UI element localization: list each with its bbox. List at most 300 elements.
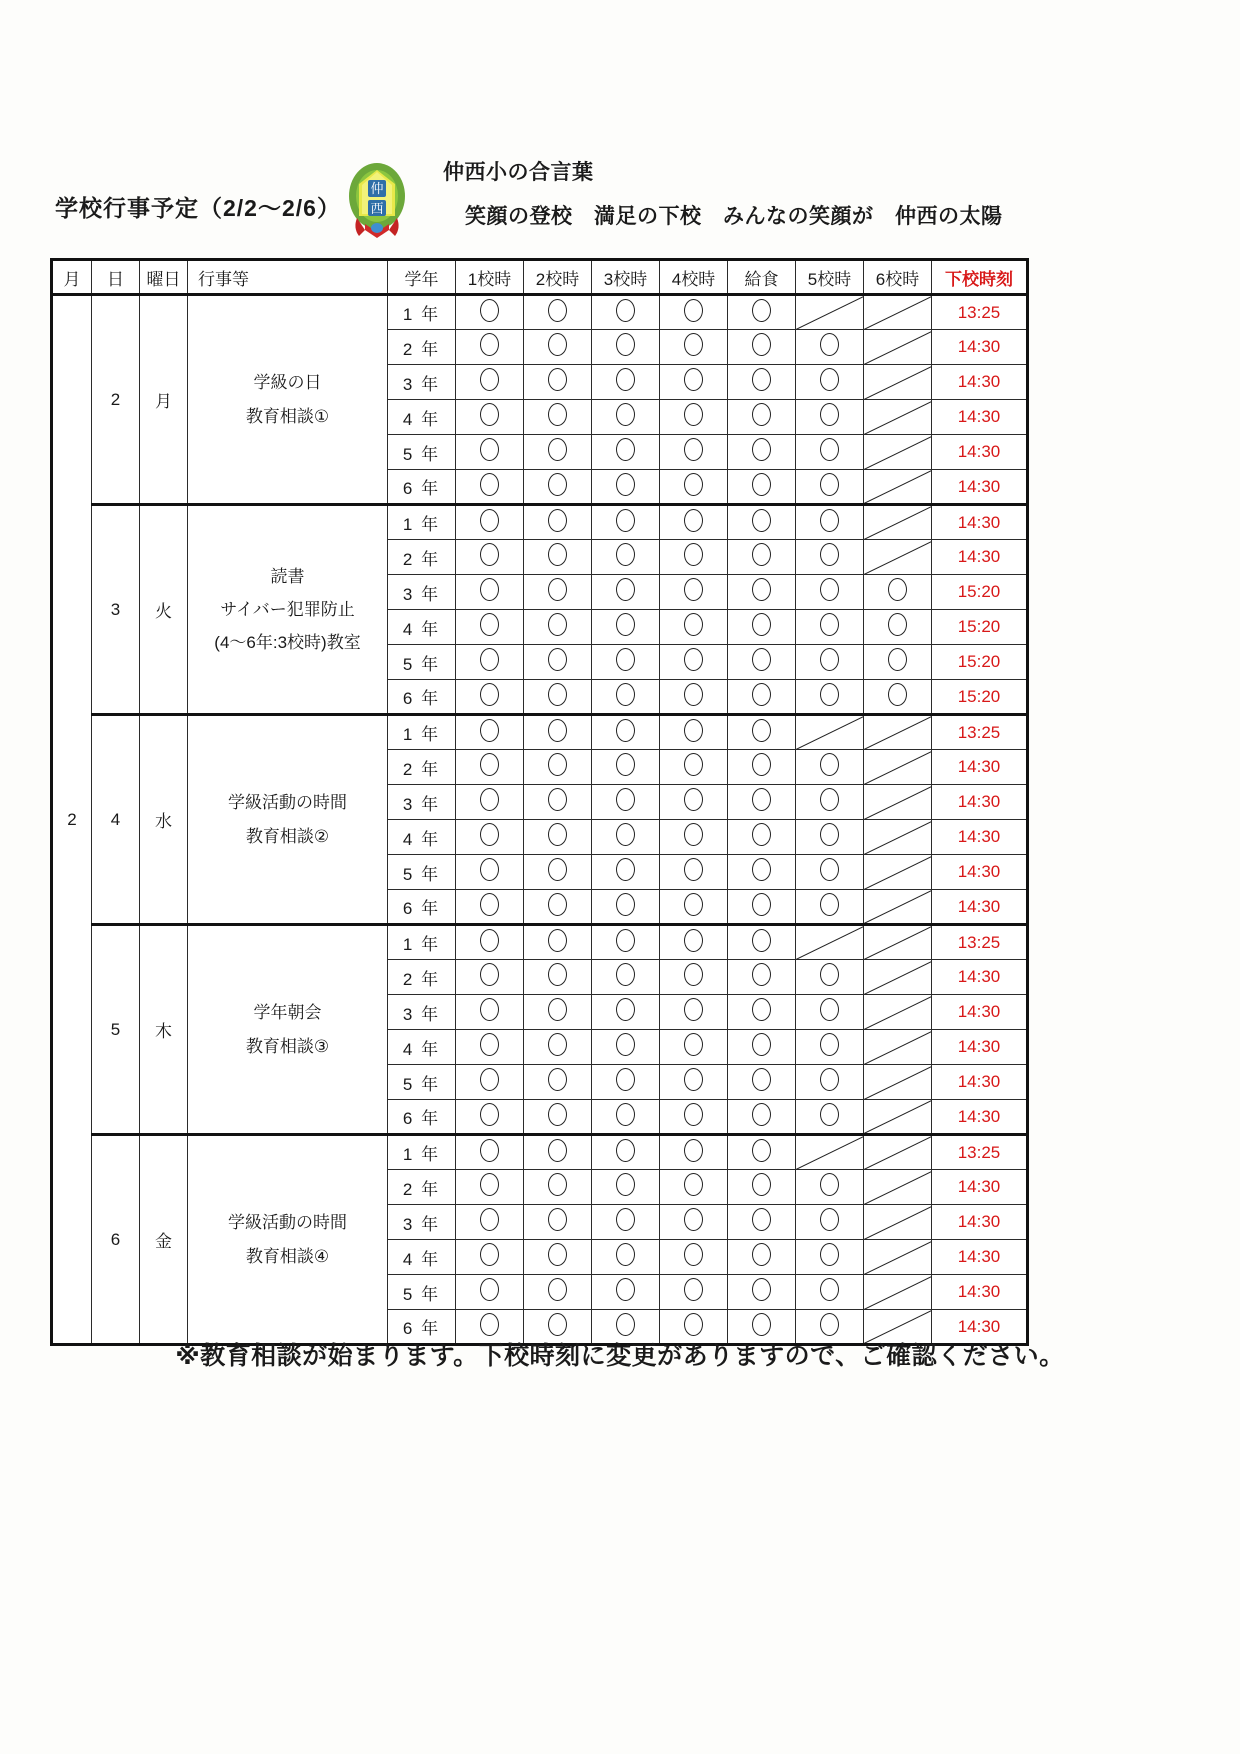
school-motto [443, 156, 1003, 230]
cell-lunch [728, 1135, 796, 1170]
circle-mark-icon [548, 683, 567, 706]
circle-mark-icon [684, 1208, 703, 1231]
cell-period-4 [660, 925, 728, 960]
cell-lunch [728, 1065, 796, 1100]
circle-mark-icon [752, 438, 771, 461]
cell-lunch [728, 575, 796, 610]
cell-period-1 [456, 1100, 524, 1135]
dismissal-time-cell: 15:20 [932, 680, 1028, 715]
day-cell: 5 [92, 925, 140, 1135]
grade-cell: 5 年 [388, 1065, 456, 1100]
cell-period-3 [592, 295, 660, 330]
grade-cell: 4 年 [388, 610, 456, 645]
circle-mark-icon [684, 1139, 703, 1162]
circle-mark-icon [684, 858, 703, 881]
circle-mark-icon [752, 333, 771, 356]
circle-mark-icon [752, 403, 771, 426]
circle-mark-icon [820, 998, 839, 1021]
circle-mark-icon [684, 1313, 703, 1336]
circle-mark-icon [820, 1033, 839, 1056]
cell-period-6-none [864, 820, 932, 855]
cell-period-4 [660, 610, 728, 645]
circle-mark-icon [820, 509, 839, 532]
dismissal-time-cell: 14:30 [932, 855, 1028, 890]
cell-period-4 [660, 785, 728, 820]
circle-mark-icon [548, 1313, 567, 1336]
circle-mark-icon [684, 753, 703, 776]
dismissal-time-cell: 14:30 [932, 995, 1028, 1030]
cell-lunch [728, 645, 796, 680]
circle-mark-icon [616, 1103, 635, 1126]
event-line: 学級活動の時間 [228, 793, 347, 813]
circle-mark-icon [752, 929, 771, 952]
circle-mark-icon [820, 578, 839, 601]
grade-cell: 2 年 [388, 330, 456, 365]
circle-mark-icon [548, 963, 567, 986]
cell-period-1 [456, 680, 524, 715]
cell-period-2 [524, 925, 592, 960]
cell-period-6-none [864, 1170, 932, 1205]
circle-mark-icon [820, 368, 839, 391]
circle-mark-icon [752, 1173, 771, 1196]
dismissal-time-cell: 13:25 [932, 1135, 1028, 1170]
circle-mark-icon [820, 543, 839, 566]
cell-period-6-none [864, 1030, 932, 1065]
circle-mark-icon [616, 719, 635, 742]
circle-mark-icon [480, 403, 499, 426]
circle-mark-icon [684, 438, 703, 461]
cell-period-5-none [796, 1135, 864, 1170]
cell-period-1 [456, 995, 524, 1030]
cell-period-4 [660, 855, 728, 890]
event-line: 教育相談② [245, 826, 330, 846]
cell-period-1 [456, 610, 524, 645]
cell-period-3 [592, 1170, 660, 1205]
circle-mark-icon [616, 858, 635, 881]
cell-period-1 [456, 470, 524, 505]
circle-mark-icon [752, 368, 771, 391]
dismissal-time-cell: 13:25 [932, 295, 1028, 330]
dismissal-time-cell: 14:30 [932, 435, 1028, 470]
circle-mark-icon [616, 1278, 635, 1301]
cell-period-6-none [864, 925, 932, 960]
cell-period-5-none [796, 925, 864, 960]
circle-mark-icon [684, 509, 703, 532]
day-cell: 2 [92, 295, 140, 505]
cell-period-3 [592, 1205, 660, 1240]
cell-period-3 [592, 575, 660, 610]
cell-period-2 [524, 330, 592, 365]
grade-cell: 1 年 [388, 925, 456, 960]
circle-mark-icon [548, 438, 567, 461]
dismissal-time-cell: 13:25 [932, 715, 1028, 750]
cell-period-5 [796, 1030, 864, 1065]
cell-period-6 [864, 645, 932, 680]
table-header [52, 260, 1028, 295]
dismissal-time-cell: 15:20 [932, 610, 1028, 645]
cell-lunch [728, 1275, 796, 1310]
circle-mark-icon [684, 333, 703, 356]
cell-period-2 [524, 680, 592, 715]
cell-period-6-none [864, 1100, 932, 1135]
circle-mark-icon [616, 438, 635, 461]
cell-period-5 [796, 400, 864, 435]
circle-mark-icon [480, 683, 499, 706]
cell-period-5 [796, 820, 864, 855]
event-line: 学年朝会 [253, 1003, 322, 1023]
header-period-3: 3校時 [592, 260, 660, 295]
cell-period-6 [864, 575, 932, 610]
circle-mark-icon [480, 1278, 499, 1301]
circle-mark-icon [820, 823, 839, 846]
cell-period-4 [660, 1275, 728, 1310]
cell-period-4 [660, 960, 728, 995]
circle-mark-icon [548, 1033, 567, 1056]
table-body [52, 295, 1028, 1345]
dismissal-time-cell: 14:30 [932, 1275, 1028, 1310]
cell-period-4 [660, 1100, 728, 1135]
circle-mark-icon [616, 963, 635, 986]
cell-period-3 [592, 960, 660, 995]
event-line: (4～6年:3校時)教室 [214, 633, 361, 653]
event-cell [188, 295, 388, 505]
event-cell [188, 715, 388, 925]
cell-period-3 [592, 1135, 660, 1170]
cell-period-3 [592, 995, 660, 1030]
circle-mark-icon [616, 998, 635, 1021]
cell-period-6-none [864, 785, 932, 820]
circle-mark-icon [480, 719, 499, 742]
cell-period-6-none [864, 750, 932, 785]
circle-mark-icon [616, 613, 635, 636]
svg-text:仲: 仲 [370, 182, 384, 197]
cell-period-1 [456, 925, 524, 960]
circle-mark-icon [820, 858, 839, 881]
circle-mark-icon [820, 1313, 839, 1336]
grade-cell: 2 年 [388, 750, 456, 785]
weekday-cell: 水 [140, 715, 188, 925]
cell-period-5 [796, 365, 864, 400]
circle-mark-icon [752, 1068, 771, 1091]
grade-cell: 4 年 [388, 1240, 456, 1275]
circle-mark-icon [548, 543, 567, 566]
circle-mark-icon [820, 473, 839, 496]
cell-period-2 [524, 1275, 592, 1310]
circle-mark-icon [616, 333, 635, 356]
cell-period-2 [524, 785, 592, 820]
circle-mark-icon [616, 1243, 635, 1266]
circle-mark-icon [684, 788, 703, 811]
cell-lunch [728, 1205, 796, 1240]
circle-mark-icon [820, 788, 839, 811]
circle-mark-icon [480, 368, 499, 391]
cell-period-1 [456, 540, 524, 575]
circle-mark-icon [480, 858, 499, 881]
circle-mark-icon [480, 753, 499, 776]
circle-mark-icon [616, 1173, 635, 1196]
motto-heading: 仲西小の合言葉 [443, 161, 594, 184]
cell-period-1 [456, 820, 524, 855]
grade-cell: 6 年 [388, 680, 456, 715]
cell-period-2 [524, 645, 592, 680]
grade-cell: 5 年 [388, 435, 456, 470]
cell-period-2 [524, 540, 592, 575]
cell-period-6-none [864, 1205, 932, 1240]
circle-mark-icon [548, 1278, 567, 1301]
circle-mark-icon [548, 823, 567, 846]
circle-mark-icon [548, 788, 567, 811]
cell-period-3 [592, 1030, 660, 1065]
circle-mark-icon [752, 613, 771, 636]
cell-period-3 [592, 680, 660, 715]
cell-period-5-none [796, 295, 864, 330]
cell-period-6-none [864, 330, 932, 365]
school-crest-icon [343, 158, 411, 244]
header-period-5: 5校時 [796, 260, 864, 295]
cell-period-3 [592, 890, 660, 925]
cell-period-4 [660, 505, 728, 540]
event-cell [188, 1135, 388, 1345]
cell-period-3 [592, 750, 660, 785]
cell-period-4 [660, 820, 728, 855]
cell-period-1 [456, 785, 524, 820]
grade-cell: 3 年 [388, 575, 456, 610]
cell-period-5 [796, 645, 864, 680]
circle-mark-icon [616, 929, 635, 952]
cell-period-5 [796, 1100, 864, 1135]
circle-mark-icon [480, 1068, 499, 1091]
circle-mark-icon [752, 683, 771, 706]
circle-mark-icon [548, 753, 567, 776]
cell-period-2 [524, 505, 592, 540]
circle-mark-icon [616, 893, 635, 916]
circle-mark-icon [548, 403, 567, 426]
circle-mark-icon [820, 893, 839, 916]
header-period-2: 2校時 [524, 260, 592, 295]
circle-mark-icon [548, 648, 567, 671]
cell-period-4 [660, 715, 728, 750]
circle-mark-icon [684, 893, 703, 916]
cell-lunch [728, 820, 796, 855]
cell-period-4 [660, 470, 728, 505]
cell-period-5 [796, 1275, 864, 1310]
cell-period-2 [524, 1240, 592, 1275]
day-cell: 3 [92, 505, 140, 715]
cell-period-3 [592, 505, 660, 540]
grade-cell: 2 年 [388, 1170, 456, 1205]
header-period-6: 6校時 [864, 260, 932, 295]
cell-period-4 [660, 435, 728, 470]
cell-period-2 [524, 400, 592, 435]
circle-mark-icon [480, 1139, 499, 1162]
cell-period-1 [456, 750, 524, 785]
circle-mark-icon [820, 403, 839, 426]
dismissal-time-cell: 14:30 [932, 890, 1028, 925]
circle-mark-icon [480, 1173, 499, 1196]
cell-period-3 [592, 330, 660, 365]
cell-lunch [728, 365, 796, 400]
cell-period-2 [524, 1205, 592, 1240]
circle-mark-icon [616, 648, 635, 671]
header-event: 行事等 [188, 260, 388, 295]
cell-period-3 [592, 925, 660, 960]
event-line: サイバー犯罪防止 [220, 599, 355, 619]
table-row [52, 505, 1028, 540]
cell-period-6-none [864, 400, 932, 435]
circle-mark-icon [548, 1173, 567, 1196]
dismissal-time-cell: 14:30 [932, 1065, 1028, 1100]
cell-period-5 [796, 995, 864, 1030]
motto-text: 笑顔の登校 満足の下校 みんなの笑顔が 仲西の太陽 [465, 205, 1003, 228]
circle-mark-icon [752, 1103, 771, 1126]
grade-cell: 6 年 [388, 1100, 456, 1135]
cell-period-5 [796, 680, 864, 715]
weekday-cell: 火 [140, 505, 188, 715]
header-lunch: 給食 [728, 260, 796, 295]
cell-lunch [728, 1240, 796, 1275]
circle-mark-icon [616, 1208, 635, 1231]
cell-period-5 [796, 540, 864, 575]
grade-cell: 4 年 [388, 820, 456, 855]
circle-mark-icon [480, 823, 499, 846]
circle-mark-icon [480, 788, 499, 811]
cell-period-5 [796, 960, 864, 995]
cell-period-1 [456, 1275, 524, 1310]
circle-mark-icon [820, 438, 839, 461]
cell-lunch [728, 295, 796, 330]
circle-mark-icon [548, 473, 567, 496]
circle-mark-icon [480, 299, 499, 322]
cell-period-1 [456, 1205, 524, 1240]
circle-mark-icon [480, 1243, 499, 1266]
event-line: 学級活動の時間 [228, 1213, 347, 1233]
circle-mark-icon [752, 1278, 771, 1301]
table-row [52, 295, 1028, 330]
cell-lunch [728, 855, 796, 890]
dismissal-time-cell: 14:30 [932, 400, 1028, 435]
dismissal-time-cell: 15:20 [932, 575, 1028, 610]
cell-period-3 [592, 610, 660, 645]
grade-cell: 1 年 [388, 295, 456, 330]
cell-period-2 [524, 575, 592, 610]
cell-period-1 [456, 295, 524, 330]
cell-period-2 [524, 960, 592, 995]
circle-mark-icon [684, 998, 703, 1021]
cell-period-1 [456, 960, 524, 995]
circle-mark-icon [752, 1139, 771, 1162]
cell-period-1 [456, 645, 524, 680]
circle-mark-icon [820, 333, 839, 356]
dismissal-time-cell: 13:25 [932, 925, 1028, 960]
circle-mark-icon [548, 998, 567, 1021]
circle-mark-icon [752, 473, 771, 496]
cell-lunch [728, 330, 796, 365]
cell-period-2 [524, 1170, 592, 1205]
svg-text:西: 西 [370, 202, 384, 217]
cell-lunch [728, 435, 796, 470]
cell-period-2 [524, 890, 592, 925]
cell-period-6-none [864, 1135, 932, 1170]
circle-mark-icon [616, 578, 635, 601]
circle-mark-icon [752, 719, 771, 742]
cell-lunch [728, 1170, 796, 1205]
cell-lunch [728, 995, 796, 1030]
circle-mark-icon [480, 1208, 499, 1231]
cell-period-2 [524, 750, 592, 785]
circle-mark-icon [684, 578, 703, 601]
event-cell [188, 505, 388, 715]
circle-mark-icon [480, 613, 499, 636]
circle-mark-icon [752, 1243, 771, 1266]
circle-mark-icon [752, 1313, 771, 1336]
cell-lunch [728, 785, 796, 820]
cell-period-4 [660, 1240, 728, 1275]
circle-mark-icon [548, 1068, 567, 1091]
cell-period-3 [592, 470, 660, 505]
circle-mark-icon [616, 368, 635, 391]
circle-mark-icon [684, 1068, 703, 1091]
cell-period-4 [660, 1205, 728, 1240]
cell-lunch [728, 750, 796, 785]
cell-period-2 [524, 1100, 592, 1135]
circle-mark-icon [684, 1278, 703, 1301]
event-line: 教育相談④ [245, 1246, 330, 1266]
circle-mark-icon [616, 1139, 635, 1162]
cell-period-4 [660, 1135, 728, 1170]
circle-mark-icon [752, 509, 771, 532]
circle-mark-icon [616, 473, 635, 496]
cell-lunch [728, 715, 796, 750]
header-day: 日 [92, 260, 140, 295]
cell-period-5 [796, 1170, 864, 1205]
cell-period-5 [796, 750, 864, 785]
circle-mark-icon [684, 368, 703, 391]
circle-mark-icon [548, 858, 567, 881]
cell-period-6-none [864, 470, 932, 505]
cell-lunch [728, 1030, 796, 1065]
cell-period-3 [592, 1240, 660, 1275]
circle-mark-icon [820, 1173, 839, 1196]
cell-lunch [728, 925, 796, 960]
cell-period-4 [660, 400, 728, 435]
cell-period-3 [592, 645, 660, 680]
header-month: 月 [52, 260, 92, 295]
circle-mark-icon [820, 963, 839, 986]
circle-mark-icon [684, 719, 703, 742]
circle-mark-icon [548, 1103, 567, 1126]
circle-mark-icon [752, 893, 771, 916]
cell-lunch [728, 680, 796, 715]
dismissal-time-cell: 14:30 [932, 1310, 1028, 1345]
circle-mark-icon [480, 473, 499, 496]
circle-mark-icon [548, 578, 567, 601]
cell-lunch [728, 960, 796, 995]
event-line: 教育相談① [245, 406, 330, 426]
cell-period-6-none [864, 505, 932, 540]
cell-period-2 [524, 610, 592, 645]
grade-cell: 1 年 [388, 505, 456, 540]
cell-period-4 [660, 295, 728, 330]
cell-period-1 [456, 890, 524, 925]
circle-mark-icon [888, 683, 907, 706]
circle-mark-icon [752, 299, 771, 322]
dismissal-time-cell: 15:20 [932, 645, 1028, 680]
cell-period-6-none [864, 715, 932, 750]
cell-period-6-none [864, 295, 932, 330]
circle-mark-icon [820, 1103, 839, 1126]
cell-period-3 [592, 400, 660, 435]
circle-mark-icon [684, 1243, 703, 1266]
